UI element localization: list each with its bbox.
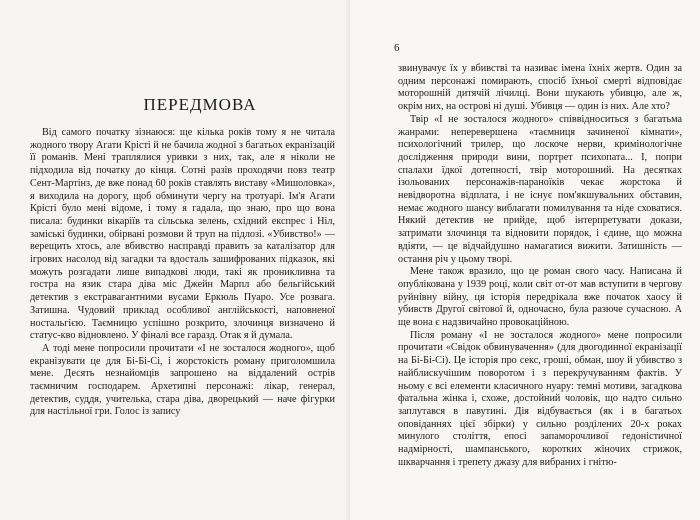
right-text-column xyxy=(398,63,682,470)
page-number: 6 xyxy=(394,42,400,54)
paragraph: Після роману «І не зосталося жодного» мене попросили прочитати «Свідок обвинувачення» (для двогодинної екранізації на Бі-Бі-Сі). Це історія про секс, гроші, обман, шоу й убивство з найблискучішим поворотом і з перекручуванням фактів. У ньому є всі елементи класичного нуару: темні мотиви, загадкова фатальна жінка і, схоже, достойний чоловік, що надто сильно заплутався в павутині. Дія відбувається (як і в багатьох оповіданнях цієї збірки) у сильно розділених 20-х роках минулого століття, епосі запаморочливої гедоністичної надмірності, шампанського, коротких жіночих стрижок, шкварчання і трепету джазу для вибраних і гнітю- xyxy=(398,329,682,468)
paragraph: Від самого початку зізнаюся: ще кілька років тому я не читала жодного твору Агати Крісті й не бачила жодної з багатьох екранізацій її романів. Мені траплялися уривки з них, так, але я ніколи не підходила від початку до кінця. Сотні разів проходячи повз театр Сент-Мартінз, де вже понад 60 років ставлять виставу «Мишоловка», я виходила на дорогу, щоб обминути чергу на тротуарі. Ім'я Агати Крісті було мені відоме, і тому я гадала, що знаю, про що вона писала: будинки вікаріїв та сільська зелень, східний експрес і Ніл, заміські будинки, обірвані розмови й труп на підлозі. «Убивство!» — верещить хтось, але вбивство насправді править за каталізатор для ігрових насолод від загадки та вдосталь зашифрованих підказок, які можуть розгадати лише випадкові люди, такі як проникливна та гостра на язик стара діва міс Джейн Марпл або бельгійський детектив з екстравагантними вусами Еркюль Пуаро. Усе розвага. Затишна. Чудовий приклад особливої англійськості, наповненої ностальгією. Таємницю успішно розкрито, злочинця визначено й статус-кво відновлено. У фіналі все гаразд. Отак я й думала. xyxy=(30,127,335,342)
chapter-title: ПЕРЕДМОВА xyxy=(143,95,257,114)
paragraph: звинувачує їх у вбивстві та називає імена їхніх жертв. Один за одним персонажі помирають, спосіб їхньої смерті відповідає моторошній дитячій лічилці. Вони шукають убивцю, але ж, окрім них, на острові ні душі. Убивця — один із них. Але хто? xyxy=(398,63,682,113)
paragraph: А тоді мене попросили прочитати «І не зосталося жодного», щоб екранізувати це для Бі-Бі-Сі, і жорстокість роману приголомшила мене. Десять незнайомців запрошено на віддалений острів таємничим господарем. Архетипні персонажі: лікар, генерал, детектив, суддя, учителька, стара діва, дворецький — наче фігурки для настільної гри. Голос із запису xyxy=(30,342,335,418)
left-text-column xyxy=(30,127,335,419)
paragraph: Твір «І не зосталося жодного» співвідноситься з багатьма жанрами: неперевершена «таємниця зачиненої кімнати», психологічний трилер, що лоскоче нерви, кримінологічне дослідження природи вини, портрет психопата... І, попри спалахи їдкої дотепності, твір моторошний. На десятках ізольованих персонажів-параноїків чекає жорстока й невідворотна відплата, і не існує пом'якшувальних обставин, немає жодного шансу виблагати помилування та ніде сховатися. Някий детектив не прийде, щоб інтерпретувати докази, затримати злочинця та відновити порядок, і єдине, що можна вдіяти, — це відчайдушно намагатися вижити. Затишність — остання річ у цьому творі. xyxy=(398,113,682,265)
paragraph: Мене також вразило, що це роман свого часу. Написана й опублікована у 1939 році, коли світ от-от мав вступити в чергову руйнівну війну, ця історія передрікала вже початок хаосу й убивств Другої світової й, одночасно, була разюче сучасною. А ще вона є надзвичайно провокаційною. xyxy=(398,266,682,329)
